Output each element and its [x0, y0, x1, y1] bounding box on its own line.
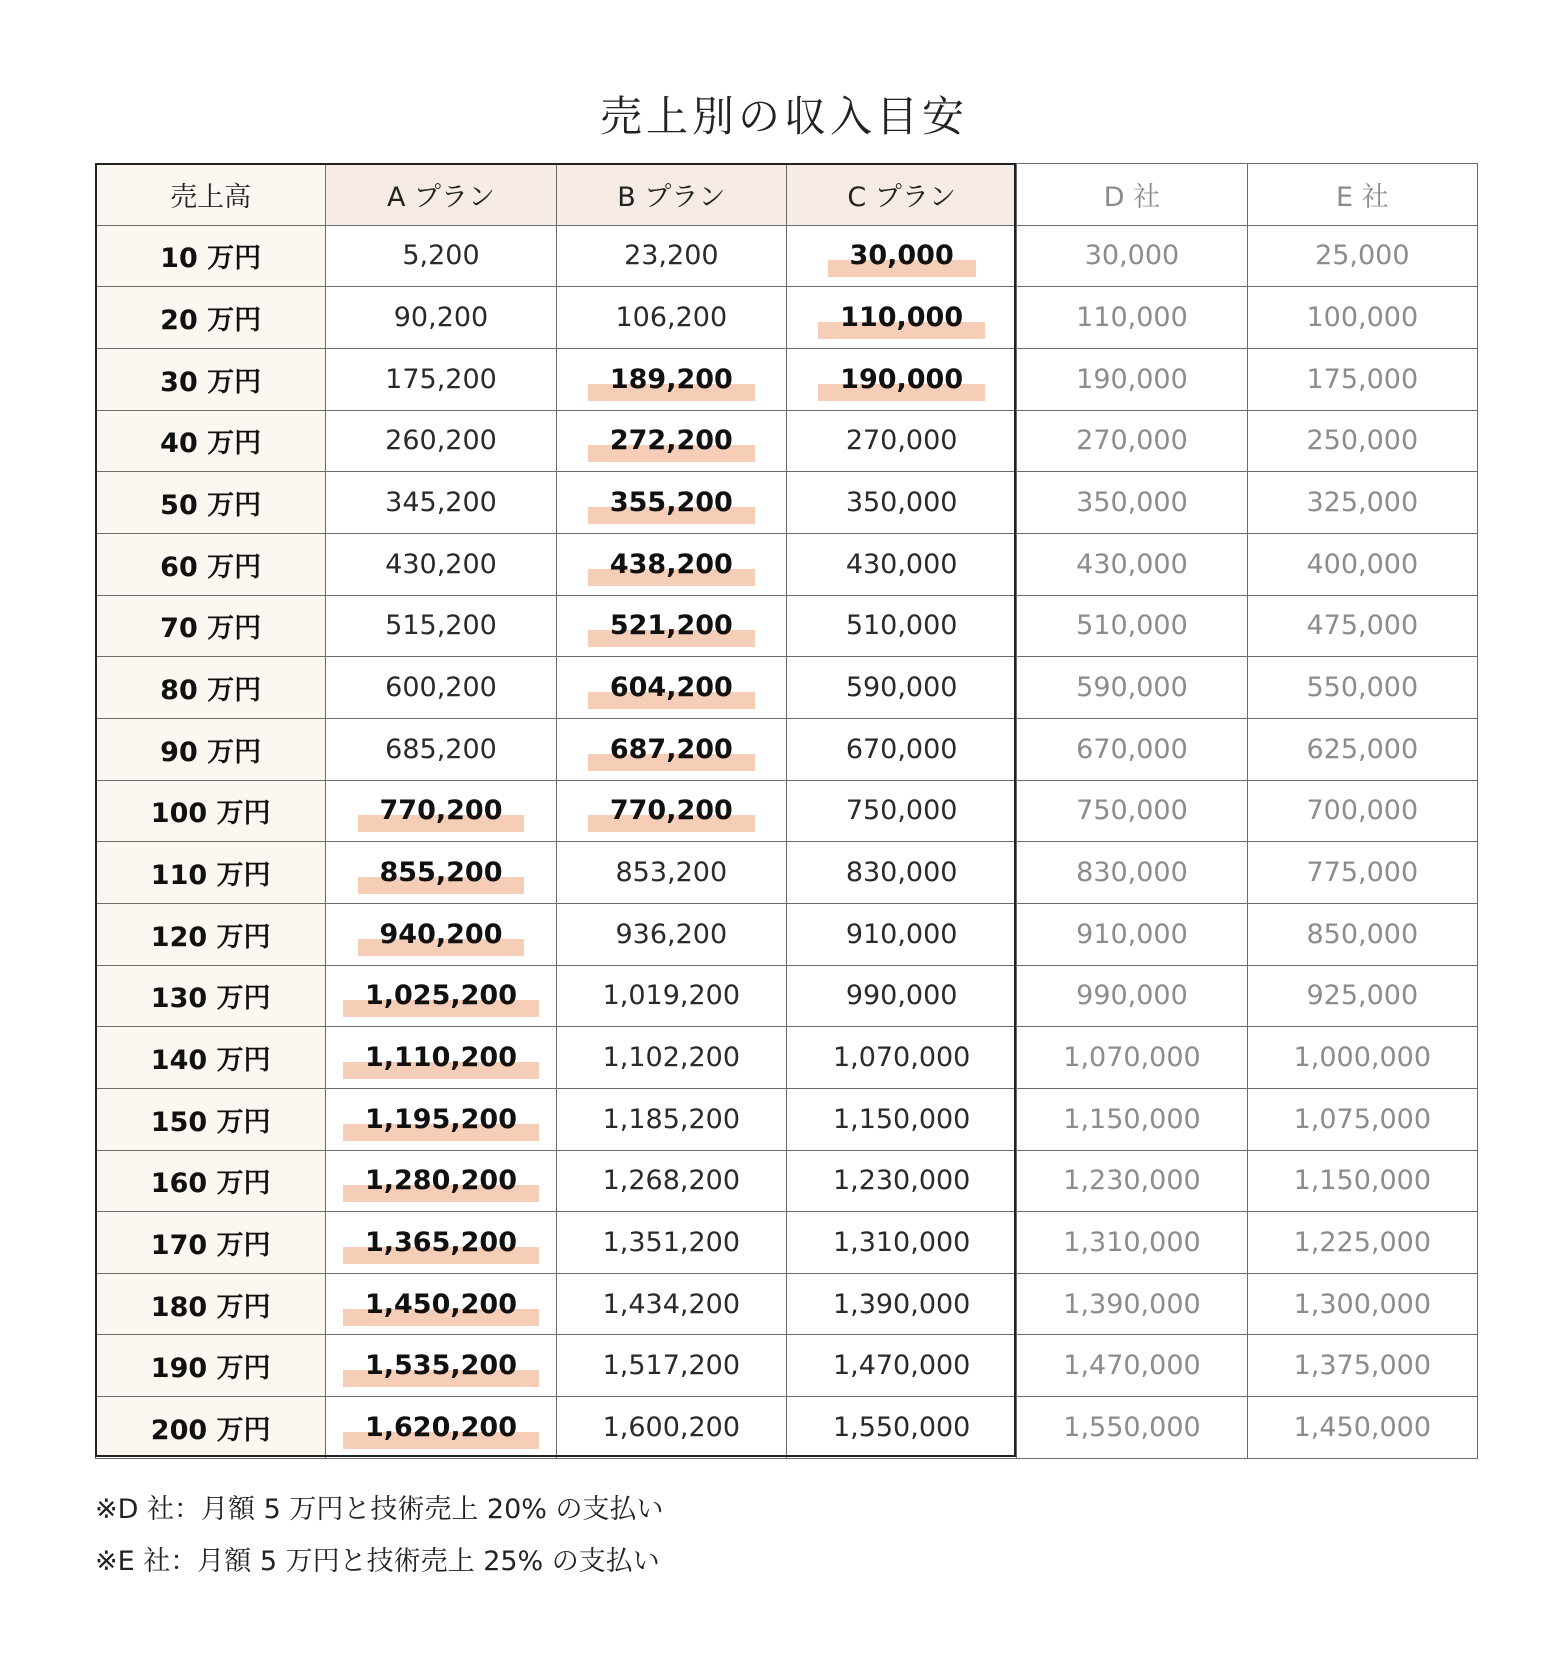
company-e-value: 325,000 — [1247, 472, 1477, 534]
plan-a-value: 90,200 — [326, 287, 556, 349]
table-row — [96, 348, 1478, 410]
plan-a-value — [326, 1212, 556, 1274]
plan-b-value: 23,200 — [556, 225, 786, 287]
row-sales-label: 20 万円 — [96, 287, 326, 349]
table-row — [96, 472, 1478, 534]
plan-c-value: 670,000 — [786, 718, 1016, 780]
plan-b-value: 106,200 — [556, 287, 786, 349]
plan-c-value: 1,230,000 — [786, 1150, 1016, 1212]
highlighted-value: 190,000 — [818, 364, 985, 395]
company-e-value: 775,000 — [1247, 842, 1477, 904]
plan-b-value: 1,019,200 — [556, 965, 786, 1027]
table-row — [96, 1335, 1478, 1397]
company-d-value: 110,000 — [1017, 287, 1247, 349]
highlighted-value: 770,200 — [358, 795, 525, 826]
company-e-value: 1,375,000 — [1247, 1335, 1477, 1397]
company-d-value: 830,000 — [1017, 842, 1247, 904]
plan-c-value — [786, 348, 1016, 410]
footnote-company-d: ※D 社：月額 5 万円と技術売上 20% の支払い — [95, 1494, 664, 1525]
table-row — [96, 410, 1478, 472]
company-d-value: 430,000 — [1017, 533, 1247, 595]
table-row — [96, 595, 1478, 657]
company-d-value: 1,470,000 — [1017, 1335, 1247, 1397]
row-sales-label: 150 万円 — [96, 1088, 326, 1150]
plan-b-value: 1,434,200 — [556, 1273, 786, 1335]
company-e-value: 700,000 — [1247, 780, 1477, 842]
company-d-value: 30,000 — [1017, 225, 1247, 287]
plan-b-value: 1,185,200 — [556, 1088, 786, 1150]
header-company-e: E 社 — [1247, 164, 1477, 226]
plan-a-value: 600,200 — [326, 657, 556, 719]
footnote-company-e: ※E 社：月額 5 万円と技術売上 25% の支払い — [95, 1546, 660, 1577]
income-table-container — [95, 163, 1477, 1458]
plan-a-value: 175,200 — [326, 348, 556, 410]
plan-b-value — [556, 657, 786, 719]
highlighted-value: 438,200 — [588, 549, 755, 580]
table-row — [96, 1212, 1478, 1274]
company-d-value: 990,000 — [1017, 965, 1247, 1027]
highlighted-value: 770,200 — [588, 795, 755, 826]
plan-c-value: 270,000 — [786, 410, 1016, 472]
plan-c-value: 350,000 — [786, 472, 1016, 534]
company-e-value: 1,300,000 — [1247, 1273, 1477, 1335]
plan-c-value: 590,000 — [786, 657, 1016, 719]
table-row — [96, 1088, 1478, 1150]
company-e-value: 925,000 — [1247, 965, 1477, 1027]
row-sales-label: 190 万円 — [96, 1335, 326, 1397]
plan-a-value — [326, 1027, 556, 1089]
company-d-value: 510,000 — [1017, 595, 1247, 657]
company-d-value: 750,000 — [1017, 780, 1247, 842]
plan-a-value — [326, 1397, 556, 1459]
company-d-value: 1,230,000 — [1017, 1150, 1247, 1212]
plan-b-value — [556, 718, 786, 780]
table-body — [96, 225, 1478, 1458]
plan-b-value: 1,351,200 — [556, 1212, 786, 1274]
row-sales-label: 50 万円 — [96, 472, 326, 534]
header-plan-c: C プラン — [786, 164, 1016, 226]
row-sales-label: 110 万円 — [96, 842, 326, 904]
plan-c-value: 1,470,000 — [786, 1335, 1016, 1397]
plan-a-value — [326, 780, 556, 842]
highlighted-value: 687,200 — [588, 734, 755, 765]
header-company-d: D 社 — [1017, 164, 1247, 226]
plan-a-value — [326, 965, 556, 1027]
company-e-value: 1,075,000 — [1247, 1088, 1477, 1150]
highlighted-value: 1,620,200 — [343, 1412, 539, 1443]
plan-c-value — [786, 287, 1016, 349]
table-row — [96, 1150, 1478, 1212]
plan-b-value — [556, 533, 786, 595]
row-sales-label: 180 万円 — [96, 1273, 326, 1335]
plan-b-value — [556, 348, 786, 410]
row-sales-label: 140 万円 — [96, 1027, 326, 1089]
highlighted-value: 855,200 — [358, 857, 525, 888]
company-d-value: 1,070,000 — [1017, 1027, 1247, 1089]
table-row — [96, 1027, 1478, 1089]
plan-c-value: 910,000 — [786, 903, 1016, 965]
plan-b-value: 1,517,200 — [556, 1335, 786, 1397]
plan-b-value — [556, 472, 786, 534]
highlighted-value: 1,365,200 — [343, 1227, 539, 1258]
company-e-value: 1,450,000 — [1247, 1397, 1477, 1459]
highlighted-value: 110,000 — [818, 302, 985, 333]
row-sales-label: 200 万円 — [96, 1397, 326, 1459]
plan-a-value: 345,200 — [326, 472, 556, 534]
company-e-value: 400,000 — [1247, 533, 1477, 595]
plan-a-value — [326, 1273, 556, 1335]
row-sales-label: 130 万円 — [96, 965, 326, 1027]
highlighted-value: 272,200 — [588, 425, 755, 456]
row-sales-label: 70 万円 — [96, 595, 326, 657]
plan-b-value: 853,200 — [556, 842, 786, 904]
highlighted-value: 1,025,200 — [343, 980, 539, 1011]
row-sales-label: 90 万円 — [96, 718, 326, 780]
table-row — [96, 225, 1478, 287]
plan-a-value: 515,200 — [326, 595, 556, 657]
table-row — [96, 657, 1478, 719]
company-d-value: 190,000 — [1017, 348, 1247, 410]
plan-b-value — [556, 780, 786, 842]
header-sales: 売上高 — [96, 164, 326, 226]
plan-c-value: 990,000 — [786, 965, 1016, 1027]
company-e-value: 250,000 — [1247, 410, 1477, 472]
plan-b-value — [556, 595, 786, 657]
highlighted-value: 189,200 — [588, 364, 755, 395]
plan-c-value: 830,000 — [786, 842, 1016, 904]
plan-a-value — [326, 903, 556, 965]
plan-a-value: 430,200 — [326, 533, 556, 595]
company-d-value: 1,550,000 — [1017, 1397, 1247, 1459]
row-sales-label: 60 万円 — [96, 533, 326, 595]
header-plan-b: B プラン — [556, 164, 786, 226]
row-sales-label: 10 万円 — [96, 225, 326, 287]
row-sales-label: 30 万円 — [96, 348, 326, 410]
company-e-value: 1,225,000 — [1247, 1212, 1477, 1274]
company-e-value: 100,000 — [1247, 287, 1477, 349]
company-e-value: 1,000,000 — [1247, 1027, 1477, 1089]
plan-b-value: 1,268,200 — [556, 1150, 786, 1212]
row-sales-label: 40 万円 — [96, 410, 326, 472]
plan-c-value: 750,000 — [786, 780, 1016, 842]
highlighted-value: 940,200 — [358, 919, 525, 950]
plan-b-value: 1,102,200 — [556, 1027, 786, 1089]
row-sales-label: 160 万円 — [96, 1150, 326, 1212]
company-e-value: 1,150,000 — [1247, 1150, 1477, 1212]
row-sales-label: 170 万円 — [96, 1212, 326, 1274]
table-row — [96, 1397, 1478, 1459]
header-row — [96, 164, 1478, 226]
page-title: 売上別の収入目安 — [599, 92, 968, 142]
plan-a-value: 685,200 — [326, 718, 556, 780]
company-e-value: 175,000 — [1247, 348, 1477, 410]
table-row — [96, 965, 1478, 1027]
plan-a-value: 5,200 — [326, 225, 556, 287]
row-sales-label: 120 万円 — [96, 903, 326, 965]
company-d-value: 670,000 — [1017, 718, 1247, 780]
plan-c-value: 430,000 — [786, 533, 1016, 595]
table-row — [96, 780, 1478, 842]
income-table — [95, 163, 1478, 1459]
highlighted-value: 1,280,200 — [343, 1165, 539, 1196]
company-d-value: 1,150,000 — [1017, 1088, 1247, 1150]
plan-a-value — [326, 842, 556, 904]
table-row — [96, 1273, 1478, 1335]
company-e-value: 850,000 — [1247, 903, 1477, 965]
header-plan-a: A プラン — [326, 164, 556, 226]
highlighted-value: 1,195,200 — [343, 1104, 539, 1135]
company-d-value: 350,000 — [1017, 472, 1247, 534]
table-row — [96, 903, 1478, 965]
highlighted-value: 1,110,200 — [343, 1042, 539, 1073]
table-row — [96, 842, 1478, 904]
plan-b-value: 936,200 — [556, 903, 786, 965]
highlighted-value: 1,450,200 — [343, 1289, 539, 1320]
row-sales-label: 100 万円 — [96, 780, 326, 842]
highlighted-value: 355,200 — [588, 487, 755, 518]
company-e-value: 550,000 — [1247, 657, 1477, 719]
highlighted-value: 1,535,200 — [343, 1350, 539, 1381]
table-row — [96, 533, 1478, 595]
plan-c-value: 1,150,000 — [786, 1088, 1016, 1150]
company-e-value: 625,000 — [1247, 718, 1477, 780]
company-d-value: 590,000 — [1017, 657, 1247, 719]
company-d-value: 270,000 — [1017, 410, 1247, 472]
plan-c-value: 1,310,000 — [786, 1212, 1016, 1274]
plan-b-value — [556, 410, 786, 472]
company-e-value: 25,000 — [1247, 225, 1477, 287]
plan-a-value — [326, 1335, 556, 1397]
plan-a-value — [326, 1150, 556, 1212]
plan-a-value — [326, 1088, 556, 1150]
plan-c-value: 1,070,000 — [786, 1027, 1016, 1089]
company-d-value: 1,310,000 — [1017, 1212, 1247, 1274]
footnotes — [95, 1484, 664, 1588]
table-row — [96, 718, 1478, 780]
company-d-value: 910,000 — [1017, 903, 1247, 965]
table-row — [96, 287, 1478, 349]
plan-c-value: 1,390,000 — [786, 1273, 1016, 1335]
plan-c-value: 510,000 — [786, 595, 1016, 657]
highlighted-value: 30,000 — [828, 240, 976, 271]
company-e-value: 475,000 — [1247, 595, 1477, 657]
plan-c-value: 1,550,000 — [786, 1397, 1016, 1459]
plan-a-value: 260,200 — [326, 410, 556, 472]
highlighted-value: 604,200 — [588, 672, 755, 703]
highlighted-value: 521,200 — [588, 610, 755, 641]
plan-b-value: 1,600,200 — [556, 1397, 786, 1459]
plan-c-value — [786, 225, 1016, 287]
company-d-value: 1,390,000 — [1017, 1273, 1247, 1335]
row-sales-label: 80 万円 — [96, 657, 326, 719]
